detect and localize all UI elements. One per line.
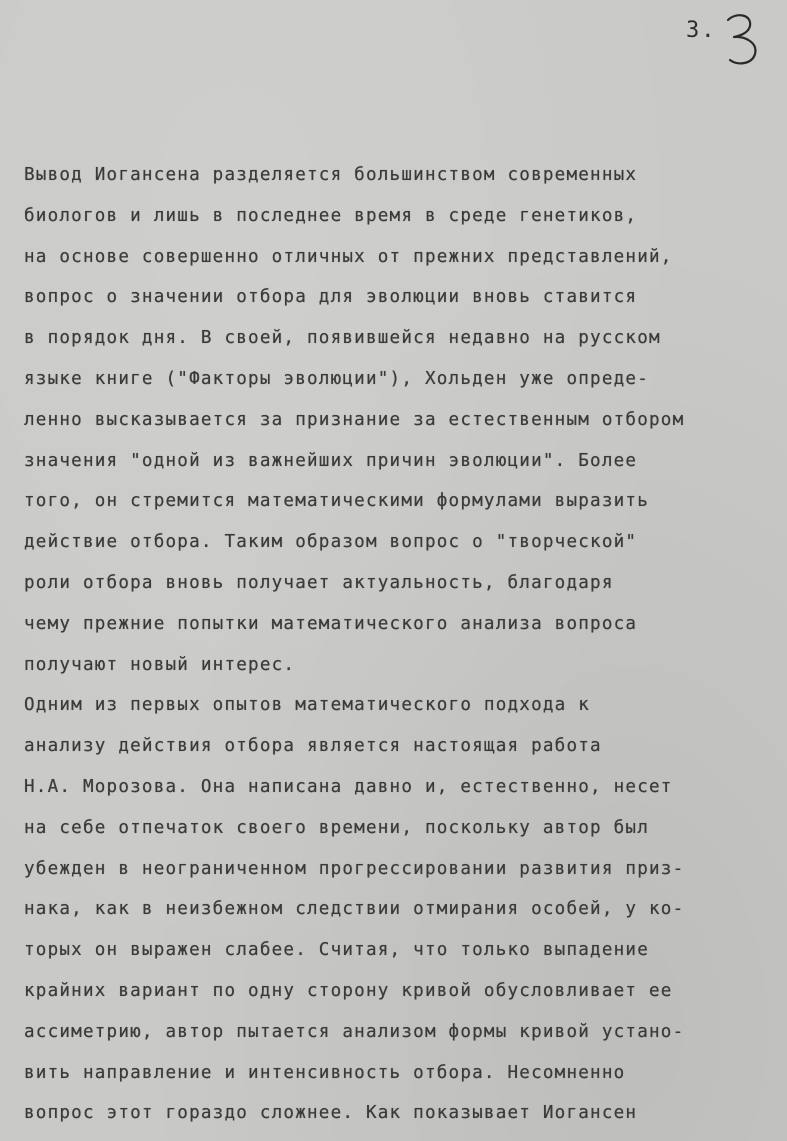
- text-line: языке книге ("Факторы эволюции"), Хольден уже опреде-: [24, 368, 649, 389]
- text-line: торых он выражен слабее. Считая, что только выпадение: [24, 940, 649, 961]
- text-line: вить направление и интенсивность отбора. Несомненно: [24, 1062, 626, 1083]
- text-line: получают новый интерес.: [24, 654, 296, 675]
- text-line: Н.А. Морозова. Она написана давно и, естественно, несет: [24, 776, 673, 797]
- text-line: ассиметрию, автор пытается анализом формы кривой устано-: [24, 1021, 685, 1042]
- text-line: анализу действия отбора является настоящая работа: [24, 736, 602, 757]
- text-line: значения "одной из важнейших причин эволюции". Более: [24, 450, 638, 471]
- text-line: вопрос этот гораздо сложнее. Как показывает Иогансен: [24, 1103, 638, 1124]
- text-line: Вывод Иогансена разделяется большинством современных: [24, 165, 638, 185]
- text-line: ленно высказывается за признание за естественным отбором: [24, 409, 685, 430]
- text-line: Одним из первых опытов математического подхода к: [24, 695, 591, 716]
- text-line: чему прежние попытки математического анализа вопроса: [24, 613, 638, 634]
- text-line: на себе отпечаток своего времени, поскольку автор был: [24, 817, 649, 838]
- typed-text-body: [24, 155, 774, 1134]
- text-line: нака, как в неизбежном следствии отмирания особей, у ко-: [24, 899, 685, 920]
- text-line: биологов и лишь в последнее время в среде генетиков,: [24, 205, 638, 226]
- text-line: убежден в неограниченном прогрессировании развития приз-: [24, 858, 685, 879]
- text-line: роли отбора вновь получает актуальность, благодаря: [24, 572, 614, 593]
- page-number: 3.: [686, 18, 717, 43]
- handwritten-page-number: [722, 10, 762, 68]
- text-line: вопрос о значении отбора для эволюции вновь ставится: [24, 287, 638, 308]
- text-line: крайних вариант по одну сторону кривой обусловливает ее: [24, 980, 673, 1001]
- text-line: на основе совершенно отличных от прежних представлений,: [24, 246, 673, 267]
- text-line: действие отбора. Таким образом вопрос о "творческой": [24, 532, 638, 553]
- text-line: того, он стремится математическими формулами выразить: [24, 491, 649, 512]
- text-line: в порядок дня. В своей, появившейся недавно на русском: [24, 328, 661, 349]
